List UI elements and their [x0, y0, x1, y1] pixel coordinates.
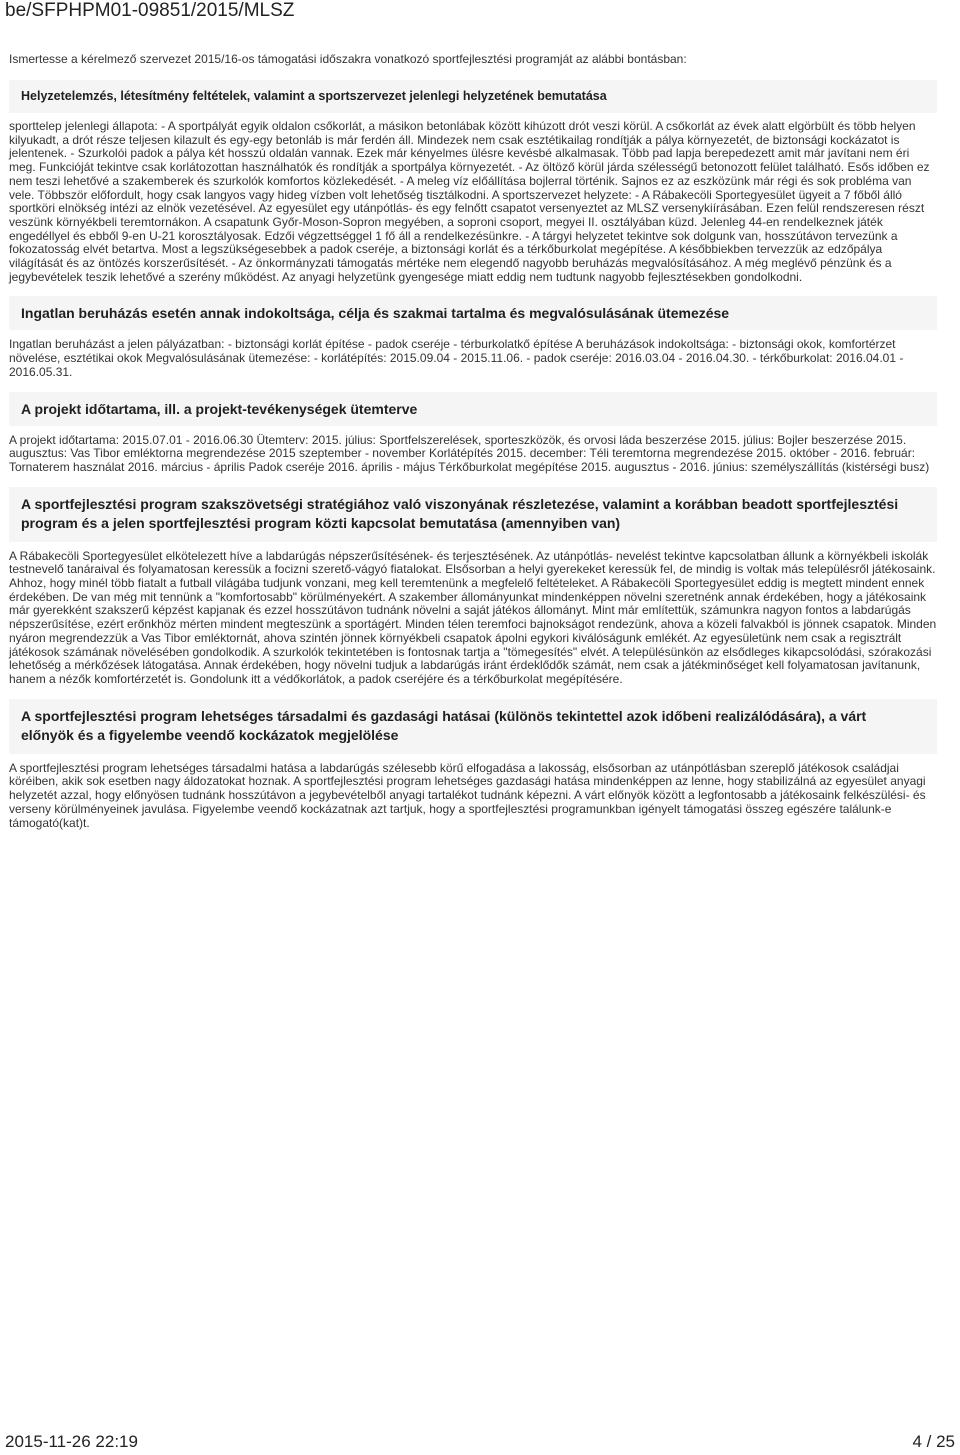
- section-title: Helyzetelemzés, létesítmény feltételek, valamint a sportszervezet jelenlegi helyzetének bemutatása: [9, 80, 937, 113]
- section-body: A projekt időtartama: 2015.07.01 - 2016.06.30 Ütemterv: 2015. július: Sportfelszerelések, sporteszközök, és orvosi láda beszerzése 2015. július: Bojler beszerzése 2015. augusztus: Vas Tibor emléktorna megrendezése 2015 szeptember - november Korlátépítés 2015. december: Téli teremtorna megrendezése 2015. október - 2016. február: Tornaterem használat 2016. március - április Padok cseréje 2016. április - május Térkőburkolat megépítése 2015. augusztus - 2016. június: személyszállítás (kistérségi busz): [9, 432, 930, 474]
- section-social-economic-impact: [9, 699, 937, 831]
- section-body: A sportfejlesztési program lehetséges társadalmi hatása a labdarúgás szélesebb körű elfogadása a lakosság, elsősorban az utánpótlásban szereplő játékosok családjai köréiben, akik sok esetben nagy áldozatokat hoznak. A sportfejlesztési program lehetséges gazdasági hatása mindenképpen az lenne, hogy stabilizálná az egyesület anyagi helyzetét azzal, hogy előnyösen tudnánk hosszútávon a jegybevételből anyagi tartalékot tudnánk képezni. A várt előnyök között a legfontosabb a játékosaink felkészülési- és verseny körülményeinek javulása. Figyelembe veendő kockázatnak azt tartjuk, hogy a sportfejlesztési programunkban igényelt támogatási összeg egészére találunk-e támogató(kat)t.: [9, 760, 926, 830]
- section-title: A sportfejlesztési program szakszövetségi stratégiához való viszonyának részletezése, valamint a korábban beadott sportfejlesztési program és a jelen sportfejlesztési program közti kapcsolat bemutatása (amennyiben van): [9, 487, 937, 542]
- section-body: A Rábakecöli Sportegyesület elkötelezett híve a labdarúgás népszerűsítésének- és terjesztésének. Az utánpótlás- nevelést tekintve kapcsolatban állunk a környékbeli iskolák testnevelő tanáraival és folyamatosan keressük a focizni szerető-vágyó fiatalokat. Elsősorban a helyi gyerekeket keressük fel, de mindig is voltak más településről játékosaink. Ahhoz, hogy minél több fiatalt a futball világába tudjunk vonzani, meg kell teremtenünk a megfelelő feltételeket. A Rábakecöli Sportegyesület eddig is megtett mindent ennek érdekében. De van még mit tennünk a "komfortosabb" körülményekért. A szakember állományunkat mindenképpen növelni szeretnénk annak érdekében, hogy a játékosaink már gyerekként szakszerű képzést kapjanak és ezzel hosszútávon tudnánk növelni a saját játékos állományt. Mint már említettük, számunkra nagyon fontos a labdarúgás népszerűsítése, ezért erőnkhöz mérten mindent megteszünk a sportágért. Minden télen teremfoci bajnokságot rendezünk, ahova a közeli falvakból is jönnek csapatok. Minden nyáron megrendezzük a Vas Tibor emléktornát, ahova szintén jönnek környékbeli csapatok ápolni egykori kiválóságunk emlékét. Az egyesületünk nem csak a regisztrált játékosok számának növelésében gondolkodik. A szurkolók tekintetében is fontosnak tartja a "tömegesítés" elvét. A településünkön az elsődleges kikapcsolódási, szórakozási lehetőség a mérkőzések látogatása. Annak érdekében, hogy növelni tudjuk a labdarúgás iránt érdeklődők számát, nem csak a játékminőséget kell folyamatosan javítanunk, hanem a nézők komfortérzetét is. Gondolunk itt a védőkorlátok, a padok cseréjére és a térkőburkolat megépítésére.: [9, 548, 937, 686]
- section-project-schedule: [9, 392, 937, 475]
- section-title: Ingatlan beruházás esetén annak indokoltsága, célja és szakmai tartalma és megvalósulásának ütemezése: [9, 296, 937, 330]
- section-title: A projekt időtartama, ill. a projekt-tevékenységek ütemterve: [9, 392, 937, 426]
- section-title: A sportfejlesztési program lehetséges társadalmi és gazdasági hatásai (különös tekintettel azok időbeni realizálódására), a várt előnyök és a figyelembe veendő kockázatok megjelölése: [9, 699, 937, 754]
- document-reference: be/SFPHPM01-09851/2015/MLSZ: [5, 0, 295, 21]
- section-body: sporttelep jelenlegi állapota: - A sportpályát egyik oldalon csőkorlát, a másikon betonlábak között kihúzott drót veszi körül. A csőkorlát az évek alatt elgörbült és több helyen kilyukadt, a drót része teljesen kilazult és egy-egy betonláb is már ferdén áll. Mindezek nem csak esztétikailag rondítják a pálya környezetét, de biztonsági kockázatot is jelentenek. - Szurkolói padok a pálya két hosszú oldalán vannak. Ezek már kényelmes ülésre kevésbé alkalmasak. Több pad lapja berepedezett amit már javítani nem éri meg. Funkcióját tekintve csak korlátozottan használhatók és rondítják a sportpálya környezetét. - Az öltöző körül járda szélességű betonozott felület található. Esős időben ez nem teszi lehetővé a szakemberek és szurkolók komfortos közlekedését. - A meleg víz előállítása bojlerral történik. Sajnos ez az eszközünk már régi és sok probléma van vele. Többször előfordult, hogy csak langyos vagy hideg vízben volt lehetőség tisztálkodni. A sportszervezet helyzete: - A Rábakecöli Sportegyesület ügyeit a 7 főből álló sportköri elnökség intézi az elnök vezetésével. Az egyesület egy utánpótlás- és egy felnőtt csapatot versenyeztet az MLSZ versenykiírásában. Ezen felül rendszeresen részt veszünk környékbeli teremtornákon. A csapatunk Győr-Moson-Sopron megyében, a soproni csoport, megyei II. osztályában küzd. Jelenleg 44-en rendelkeznek játék engedéllyel és ebből 9-en U-21 korosztályosak. Edzői végzettséggel 1 fő áll a rendelkezésünkre. - A tárgyi helyzetet tekintve sok dolgunk van, hosszútávon tervezünk a fokozatosság elvét betartva. Most a legszükségesebbek a padok cseréje, a biztonsági korlát és a térkőburkolat megépítése. A későbbiekben tervezzük az edzőpálya világítását és az öntözés korszerűsítését. - Az önkormányzati támogatás mértéke nem elegendő nagyobb beruházás megvalósításához. A még meglévő pénzünk és a jegybevételek teszik lehetővé a szerény működést. Az anyagi helyzetünk gyengesége miatt eddig nem tudtunk nagyobb fejlesztésekben gondolkodni.: [9, 119, 930, 284]
- document-content: [9, 52, 937, 842]
- footer-timestamp: 2015-11-26 22:19: [5, 1432, 138, 1451]
- section-body: Ingatlan beruházást a jelen pályázatban: - biztonsági korlát építése - padok cseréje - térburkolatkő építése A beruházások indokoltsága: - biztonsági okok, komfortérzet növelése, esztétikai okok Megvalósulásának ütemezése: - korlátépítés: 2015.09.04 - 2015.11.06. - padok cseréje: 2016.03.04 - 2016.04.30. - térkőburkolat: 2016.04.01 - 2016.05.31.: [9, 337, 904, 379]
- section-strategy-relation: [9, 487, 937, 687]
- intro-text: Ismertesse a kérelmező szervezet 2015/16-os támogatási időszakra vonatkozó sportfejlesztési programját az alábbi bontásban:: [9, 52, 687, 66]
- section-real-estate-investment: [9, 296, 937, 379]
- section-situation-analysis: [9, 80, 937, 284]
- footer-page-number: 4 / 25: [912, 1432, 955, 1451]
